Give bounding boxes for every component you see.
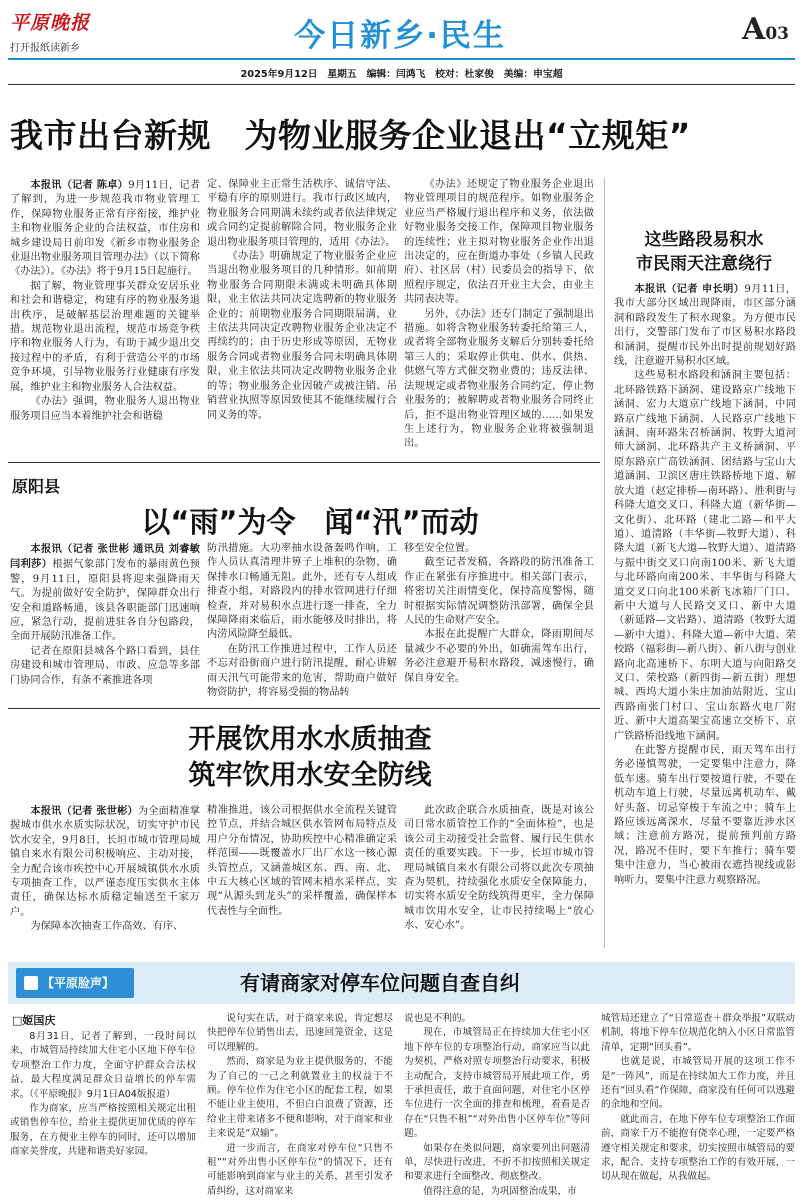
newspaper-logo: [10, 8, 130, 52]
article5-byline: □姬国庆: [12, 1014, 56, 1027]
article5-headline: 有请商家对停车位问题自查自纠: [240, 971, 520, 995]
article4-headline: 开展饮用水水质抽查 筑牢饮用水安全防线: [188, 724, 432, 791]
page-prefix: A: [742, 12, 766, 47]
column-logo-icon: [24, 976, 38, 990]
article3-kicker: 原阳县: [12, 477, 61, 496]
article4-col2: 精准推进，该公司根据供水全流程关键管控节点，并结合城区供水管网布局特点及用户分布情况，协助疾控中心精准确定采样范围——既覆盖水厂出厂水这一核心源头管控点，又涵盖城区东、西、南、北、中五大核心区域的管网末梢水采样点，实现“从源头到龙头”的采样覆盖，确保样本代表性与全面性。: [207, 805, 397, 917]
article3-headline: 以“雨”为令 闻“汛”而动: [141, 505, 479, 539]
column-tag: 【平原脸声】: [16, 968, 134, 998]
rule-article4: [8, 708, 600, 709]
article1-col1: 本报讯（记者 陈卓）9月11日，记者了解到，为进一步规范我市物业管理工作，保障物业服务正常有序衔接，维护业主和物业服务企业的合法权益，市住房和城乡建设局日前印发《新乡市物业服务企业退出物业服务项目管理办法》（以下简称《办法》）。《办法》将于9月15日起施行。 据了解，物业管理事关群众安居乐业和社会和谐稳定，构建有序的物业服务退出秩序，是破解基层治理难题的关键举措。规范物业退出流程，规范市场竞争秩序和物业服务人行为，有助于减少退出交接过程中的矛盾，有利于营造公平的市场竞争环境，引导物业服务行业健康有序发展，维护业主和物业服务人合法权益。 《办法》强调，物业服务人退出物业服务项目应当本着维护社会和谐稳: [10, 179, 201, 422]
page-num: 03: [765, 24, 789, 44]
page-number: [742, 12, 789, 47]
article5-col2: 说句实在话，对于商家来说，肯定想尽快把停车位销售出去，迅速回笼资金，这是可以理解的。 然而，商家是为业主提供服务的，不能为了自己的一己之利就置业主的权益于不顾。停车位作为住宅小区的配套工程，如果不能让业主使用，不但白白浪费了资源，还给业主带来诸多不便和影响，对于商家和业主来说是“双输”。 进一步而言，在商家对停车位“只售不租”“对外出售小区停车位”的情况下，还有可能影响到商家与业主的关系，甚至引发矛盾纠纷，这对商家来: [207, 1013, 393, 1197]
article3-col3: 移至安全位置。 截至记者发稿，各路段的防汛准备工作正在紧张有序推进中。相关部门表示，将密切关注雨情变化，保持高度警惕，随时根据实际情况调整防汛部署，确保全县人民的生命财产安全。 本报在此提醒广大群众，降雨期间尽量减少不必要的外出，如确需驾车出行，务必注意避开易积水路段，减速慢行，确保自身安全。: [404, 543, 594, 684]
article2-headline: 这些路段易积水 市民雨天注意绕行: [636, 230, 772, 274]
logo-text: 平原晚报: [10, 12, 91, 34]
article5-col1: 8月31日，记者了解到，一段时间以来，市城管局持续加大住宅小区地下停车位专项整治工作力度，全面守护群众合法权益，最大程度满足群众日益增长的停车需求。（《平原晚报》9月1日A04版报道） 作为商家，应当严格按照相关规定出租或销售停车位，给业主提供更加优质的停车服务，在方便业主停车的同时，还可以增加商家美誉度，共建和谐美好家园。: [10, 1031, 196, 1158]
article1-col2: 定、保障业主正常生活秩序、诚信守法、平稳有序的原则进行。我市行政区域内，物业服务合同期满未续约或者依法律规定或合同约定提前解除合同，物业服务企业退出物业服务项目管理的，适用《办法》。 《办法》明确规定了物业服务企业应当退出物业服务项目的几种情形。如前期物业服务合同期限未满或未明确具体期限，业主依法共同决定选聘新的物业服务企业的；前期物业服务合同期限届满，业主依法共同决定改聘物业服务企业决定不再续约的；由于历史形成等原因，无物业服务合同或者物业服务合同未明确具体期限，业主依法共同决定改聘物业服务企业的等；物业服务企业因破产或被注销、吊销营业执照等原因致使其不能继续履行合同义务的等。: [207, 179, 397, 421]
rule-article3: [8, 462, 600, 463]
article3-col2: 防汛措施。大功率抽水设备轰鸣作响，工作人员认真清理井箅子上堆积的杂物，确保排水口畅通无阻。此外，还有专人组成排查小组，对路段内的排水管网进行仔细检查，并对易积水点进行逐一排查，全力保障降雨来临后，雨水能够及时排出，将内涝风险降至最低。 在防汛工作推进过程中，工作人员还不忘对沿街商户进行防汛提醒，耐心讲解雨天汛气可能带来的危害，帮助商户做好物资防护，将容易受损的物品转: [207, 543, 397, 699]
article1-col3: 《办法》还规定了物业服务企业退出物业管理项目的规范程序。如物业服务企业应当严格履行退出程序和义务，依法做好物业服务交接工作，保障项目物业服务的连续性；业主拟对物业服务企业作出退出决定的，应在街道办事处（乡镇人民政府）、社区居（村）民委员会的指导下，依照程序规定，依法召开业主大会，由业主共同表决等。 另外，《办法》还专门制定了强制退出措施。如将含物业服务转委托给第三人，或者将全部物业服务支解后分别转委托给第三人的；采取停止供电、供水、供热、供燃气等方式催交物业费的；违反法律、法规规定或者物业服务合同约定，停止物业服务的；被解聘或者物业服务合同终止后，拒不退出物业管理区域的……如果发生上述行为，物业服务企业将被强制退出。: [404, 179, 594, 450]
article5-col4: 城管局还建立了“日常巡查＋群众举报”双联动机制，将地下停车位规范化纳入小区日常监管清单，定期“回头看”。 也就是说，市城管局开展的这项工作不是“一阵风”，而是在持续加大工作力度，并且还有“回头看”作保障，商家没有任何可以逃避的余地和空间。 就此而言，在地下停车位专项整治工作面前，商家千万不能抱有侥幸心理，一定要严格遵守相关规定和要求，切实按照市城管局的要求，配合、支持专项整治工作的有效开展，一切从现在做起，从我做起。: [601, 1013, 795, 1183]
logo-slogan: 打开报纸读新乡: [10, 43, 80, 54]
dateline: 2025年9月12日 星期五 编辑：闫鸿飞 校对：杜家俊 美编：申宝超: [240, 69, 563, 80]
article4-col3: 此次政企联合水质抽查，既是对该公司日常水质管控工作的“全面体检”，也是该公司主动接受社会监督、履行民生供水责任的重要实践。下一步，长垣市城市管理局城镇自来水有限公司将以此次专项抽查为契机，持续强化水质安全保障能力，切实将水质安全防线筑得更牢，全力保障城市饮用水安全，让市民持续喝上“放心水、安心水”。: [404, 805, 594, 932]
article4-col1: 本报讯（记者 张世彬）为全面精准掌握城市供水水质实际状况，切实守护市民饮水安全，9月8日，长垣市城市管理局城镇自来水有限公司积极响应、主动对接，全力配合该市疾控中心开展城镇供水水质专项抽查工作，以严谨态度压实供水主体责任，确保达标水质稳定输送至千家万户。 为保障本次抽查工作高效、有序、: [10, 805, 201, 933]
column-divider: [604, 178, 605, 948]
column-tag-label: 平原脸声: [54, 976, 103, 990]
article1-headline: 我市出台新规 为物业服务企业退出“立规矩”: [10, 116, 691, 155]
article5-col3: 说也是不利的。 现在，市城管局正在持续加大住宅小区地下停车位的专项整治行动，商家应当以此为契机，严格对照专项整治行动要求，积极主动配合，支持市城管局开展此项工作，勇于承担责任，敢于直面问题，对住宅小区停车位进行一次全面的排查和梳理，看看是否存在“只售不租”“对外出售小区停车位”等问题。 如果存在类似问题，商家要列出问题清单，尽快进行改进，不折不扣按照相关规定和要求进行全面整改、彻底整改。 值得注意的是，为巩固整治成果，市: [404, 1013, 590, 1197]
article3-col1: 本报讯（记者 张世彬 通讯员 刘睿敏 闫利莎）根据气象部门发布的暴雨黄色预警，9月11日，原阳县将迎来强降雨天气。为提前做好安全防护，保障群众出行安全和道路畅通，该县各职能部门迅速响应，紧急行动，提前进驻各自分包路段，全面开展防汛准备工作。 记者在原阳县城各个路口看到，县住房建设和城市管理局、市政、应急等多部门协同合作，有条不紊推进各项: [10, 543, 201, 686]
top-rule: [8, 84, 795, 85]
masthead-rule: [8, 58, 795, 60]
article2-body: 本报讯（记者 申长明）9月11日，我市大部分区域出现降雨，市区部分涵洞和路段发生了积水现象。为方便市民出行，交警部门发布了市区易积水路段和涵洞，提醒市民外出时提前规划好路线，注意避开易积水区域。 这些易积水路段和涵洞主要包括：北环路铁路下涵洞、建设路京广线地下涵洞、宏力大道京广线地下涵洞、中同路京广线地下涵洞、人民路京广线地下涵洞、南环路朱召桥涵洞、牧野大道河师大涵洞、北环路共产主义桥涵洞、平原东路京广高铁涵洞、团结路与宝山大道涵洞、卫滨区唐庄铁路桥地下道、解放大道（赵定排桥—南环路）、胜利街与科隆大道交叉口、科隆大道（新华街—文化街）、北环路（建北二路—和平大道）、道清路（丰华街—牧野大道）、科隆大道（新飞大道—牧野大道）、道清路与振中街交叉口向南100米、新飞大道与北环路向南200米、丰华街与科隆大道交叉口向北100米新飞冰箱厂门口、新中大道与人民路交叉口、新中大道（新延路—文岩路）、道清路（牧野大道—新中大道）、科隆大道—新中大道、荣校路（福彩街—新八街）、新八街与创业路向北高速桥下、东明大道与向阳路交叉口、荣校路（新四街—新五街）理想城、西坞大道小朱庄加油站附近、宝山西路南张门村口、宝山东路火电厂附近、新中大道高架宝高速立交桥下、京广铁路桥沿线地下涵洞。 在此警方提醒市民，雨天驾车出行务必谨慎驾驶，一定要集中注意力，降低车速。骑车出行要按道行驶，不要在机动车道上行驶，尽量远离机动车、戴好头盔、切忌穿梭于车流之中；骑车上路应该远离深水，尽量不要靠近涉水区域；注意前方路况，提前预判前方路况，路况不佳时，要下车推行；骑车要集中注意力，当心被雨衣遮挡视线或影响听力，要集中注意力观察路况。: [614, 283, 796, 886]
section-title: 今日新乡·民生: [294, 18, 506, 54]
